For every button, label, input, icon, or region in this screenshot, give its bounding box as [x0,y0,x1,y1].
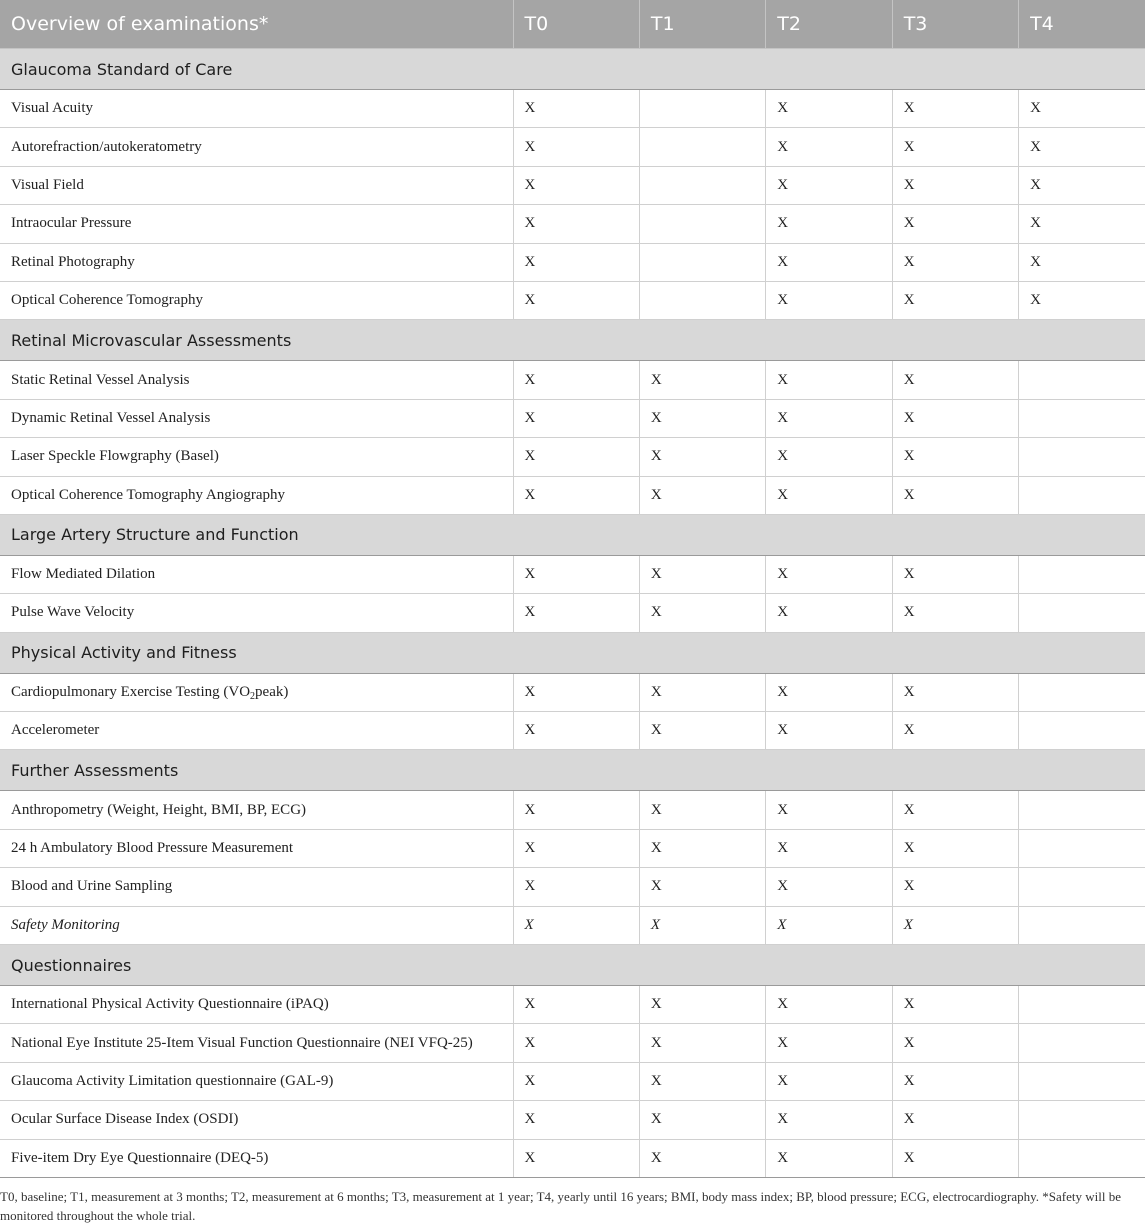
timepoint-cell: X [639,868,765,906]
examination-label-text: Optical Coherence Tomography [11,292,203,309]
examination-label-text: Static Retinal Vessel Analysis [11,371,190,388]
timepoint-cell: X [639,1139,765,1177]
timepoint-cell [1019,1062,1145,1100]
timepoint-cell: X [639,399,765,437]
examination-label [0,712,513,750]
timepoint-cell: X [639,906,765,944]
timepoint-cell: X [892,1062,1018,1100]
timepoint-cell: X [892,1024,1018,1062]
timepoint-cell: X [892,555,1018,593]
table-row [0,1139,1145,1177]
timepoint-cell: X [513,438,639,476]
timepoint-cell: X [892,791,1018,829]
examination-label [0,1024,513,1062]
examination-label-text: Five-item Dry Eye Questionnaire (DEQ-5) [11,1149,269,1166]
table-row [0,128,1145,166]
table-row [0,673,1145,711]
table-row [0,555,1145,593]
timepoint-cell [639,166,765,204]
timepoint-cell [639,128,765,166]
timepoint-cell: X [766,128,892,166]
timepoint-cell: X [513,1139,639,1177]
examination-label [0,243,513,281]
examination-label-text: Visual Acuity [11,100,94,117]
timepoint-cell: X [766,868,892,906]
timepoint-cell: X [639,438,765,476]
timepoint-cell: X [513,90,639,128]
table-row [0,868,1145,906]
timepoint-cell: X [766,476,892,514]
timepoint-cell [1019,673,1145,711]
timepoint-cell: X [892,594,1018,632]
timepoint-cell: X [892,281,1018,319]
timepoint-cell: X [766,438,892,476]
timepoint-cell: X [639,555,765,593]
timepoint-cell: X [1019,166,1145,204]
timepoint-cell [1019,399,1145,437]
timepoint-cell: X [513,361,639,399]
examination-label [0,829,513,867]
section-title: Glaucoma Standard of Care [0,49,1145,90]
timepoint-cell: X [513,166,639,204]
timepoint-cell: X [513,712,639,750]
examination-label [0,906,513,944]
examination-label [0,476,513,514]
section-title: Large Artery Structure and Function [0,514,1145,555]
section-title: Questionnaires [0,945,1145,986]
examination-label [0,1062,513,1100]
examination-label [0,128,513,166]
timepoint-cell: X [1019,205,1145,243]
table-row [0,90,1145,128]
timepoint-cell: X [513,281,639,319]
timepoint-cell: X [513,594,639,632]
timepoint-cell: X [513,906,639,944]
table-row [0,829,1145,867]
label-subscript: 2 [250,690,256,702]
label-suffix: peak) [255,683,289,700]
timepoint-cell [1019,791,1145,829]
timepoint-cell [639,281,765,319]
timepoint-cell: X [513,673,639,711]
table-body [0,49,1145,1178]
examination-label-text: Blood and Urine Sampling [11,878,173,895]
examination-label [0,166,513,204]
section-header-row [0,514,1145,555]
timepoint-cell [1019,829,1145,867]
examination-label-text: Dynamic Retinal Vessel Analysis [11,409,211,426]
timepoint-cell: X [766,281,892,319]
timepoint-cell: X [766,1062,892,1100]
table-row [0,399,1145,437]
timepoint-cell: X [892,476,1018,514]
timepoint-cell: X [892,90,1018,128]
timepoint-cell: X [766,906,892,944]
examination-label-text: Retinal Photography [11,253,135,270]
table-header-row [0,0,1145,49]
examination-label-text: Anthropometry (Weight, Height, BMI, BP, ECG) [11,801,307,818]
timepoint-cell [1019,594,1145,632]
timepoint-cell: X [1019,281,1145,319]
timepoint-cell: X [766,1139,892,1177]
examination-label [0,986,513,1024]
timepoint-cell: X [513,1101,639,1139]
section-title: Retinal Microvascular Assessments [0,320,1145,361]
section-header-row [0,49,1145,90]
timepoint-cell: X [513,399,639,437]
table-footnote: T0, baseline; T1, measurement at 3 months; T2, measurement at 6 months; T3, measurement at 1 year; T4, yearly until 16 years; BMI, body mass index; BP, blood pressure; ECG, electrocardiography. *Safety will be monitored throughout the whole trial. [0,1189,1122,1223]
timepoint-cell: X [639,986,765,1024]
timepoint-cell: X [513,868,639,906]
timepoint-cell: X [766,594,892,632]
timepoint-cell: X [766,1024,892,1062]
timepoint-cell [1019,1024,1145,1062]
examination-label-text: International Physical Activity Questionnaire (iPAQ) [11,996,329,1013]
section-header-row [0,320,1145,361]
timepoint-cell: X [639,594,765,632]
table-row [0,205,1145,243]
timepoint-cell: X [513,128,639,166]
header-timepoint: T3 [892,0,1018,49]
timepoint-cell: X [513,986,639,1024]
timepoint-cell: X [513,1024,639,1062]
table-row [0,906,1145,944]
timepoint-cell: X [892,361,1018,399]
examination-label-text: Safety Monitoring [11,916,120,933]
examination-label [0,438,513,476]
timepoint-cell [1019,986,1145,1024]
examination-label-text: Pulse Wave Velocity [11,604,135,621]
table-row [0,281,1145,319]
table-row [0,361,1145,399]
timepoint-cell [1019,476,1145,514]
examination-label-text: Accelerometer [11,722,100,739]
timepoint-cell: X [892,243,1018,281]
timepoint-cell [1019,438,1145,476]
table-row [0,1101,1145,1139]
timepoint-cell: X [513,791,639,829]
timepoint-cell [639,243,765,281]
examination-label-text: Laser Speckle Flowgraphy (Basel) [11,448,219,465]
table-row [0,791,1145,829]
table-row [0,712,1145,750]
timepoint-cell: X [513,476,639,514]
examination-label-text: Intraocular Pressure [11,215,132,232]
examination-label [0,673,513,711]
timepoint-cell [1019,361,1145,399]
timepoint-cell [639,90,765,128]
section-header-row [0,945,1145,986]
examination-label-text: National Eye Institute 25-Item Visual Function Questionnaire (NEI VFQ-25) [11,1034,473,1051]
examination-label [0,361,513,399]
section-header-row [0,632,1145,673]
header-title: Overview of examinations* [0,0,513,49]
timepoint-cell [1019,1139,1145,1177]
timepoint-cell: X [766,399,892,437]
timepoint-cell: X [766,90,892,128]
table-row [0,1024,1145,1062]
timepoint-cell: X [639,712,765,750]
timepoint-cell: X [892,906,1018,944]
examination-label-text: Flow Mediated Dilation [11,566,156,583]
timepoint-cell: X [892,673,1018,711]
timepoint-cell [639,205,765,243]
timepoint-cell: X [766,205,892,243]
timepoint-cell: X [766,791,892,829]
examination-label [0,281,513,319]
timepoint-cell: X [513,205,639,243]
examination-label [0,791,513,829]
examination-label-text: 24 h Ambulatory Blood Pressure Measurement [11,840,294,857]
section-header-row [0,750,1145,791]
table-row [0,438,1145,476]
examination-label-text: Autorefraction/autokeratometry [11,138,202,155]
timepoint-cell: X [766,829,892,867]
timepoint-cell: X [892,1101,1018,1139]
header-timepoint: T1 [639,0,765,49]
timepoint-cell [1019,555,1145,593]
timepoint-cell: X [892,166,1018,204]
table-row [0,166,1145,204]
timepoint-cell: X [766,986,892,1024]
examination-label [0,594,513,632]
timepoint-cell: X [766,166,892,204]
timepoint-cell: X [766,1101,892,1139]
timepoint-cell: X [766,243,892,281]
timepoint-cell [1019,906,1145,944]
timepoint-cell: X [892,712,1018,750]
timepoint-cell: X [639,1101,765,1139]
timepoint-cell: X [1019,243,1145,281]
timepoint-cell: X [1019,128,1145,166]
timepoint-cell: X [892,986,1018,1024]
examination-label-text: Visual Field [11,176,84,193]
timepoint-cell: X [513,243,639,281]
timepoint-cell: X [766,361,892,399]
timepoint-cell: X [639,1062,765,1100]
table-row [0,476,1145,514]
examination-label [0,868,513,906]
timepoint-cell: X [639,791,765,829]
section-title: Physical Activity and Fitness [0,632,1145,673]
timepoint-cell: X [766,673,892,711]
timepoint-cell: X [892,1139,1018,1177]
table-row [0,986,1145,1024]
table-row [0,243,1145,281]
timepoint-cell: X [639,361,765,399]
examination-label-text: Glaucoma Activity Limitation questionnaire (GAL-9) [11,1073,334,1089]
timepoint-cell: X [513,829,639,867]
table-row [0,594,1145,632]
timepoint-cell: X [892,128,1018,166]
timepoint-cell: X [892,438,1018,476]
timepoint-cell: X [513,1062,639,1100]
examination-label [0,205,513,243]
timepoint-cell: X [892,829,1018,867]
timepoint-cell [1019,712,1145,750]
timepoint-cell [1019,1101,1145,1139]
timepoint-cell: X [513,555,639,593]
examination-label [0,399,513,437]
timepoint-cell: X [1019,90,1145,128]
timepoint-cell: X [639,1024,765,1062]
timepoint-cell: X [892,399,1018,437]
examination-label [0,1101,513,1139]
examination-label-text: Optical Coherence Tomography Angiography [11,486,286,503]
section-title: Further Assessments [0,750,1145,791]
timepoint-cell: X [639,476,765,514]
examination-label [0,1139,513,1177]
timepoint-cell [1019,868,1145,906]
examination-label [0,555,513,593]
timepoint-cell: X [639,829,765,867]
timepoint-cell: X [639,673,765,711]
header-timepoint: T4 [1019,0,1145,49]
timepoint-cell: X [766,555,892,593]
timepoint-cell: X [766,712,892,750]
table-row [0,1062,1145,1100]
timepoint-cell: X [892,205,1018,243]
examination-label-text: Cardiopulmonary Exercise Testing (VO [11,683,251,700]
header-timepoint: T2 [766,0,892,49]
timepoint-cell: X [892,868,1018,906]
examination-label [0,90,513,128]
examination-label-text: Ocular Surface Disease Index (OSDI) [11,1111,239,1128]
header-timepoint: T0 [513,0,639,49]
